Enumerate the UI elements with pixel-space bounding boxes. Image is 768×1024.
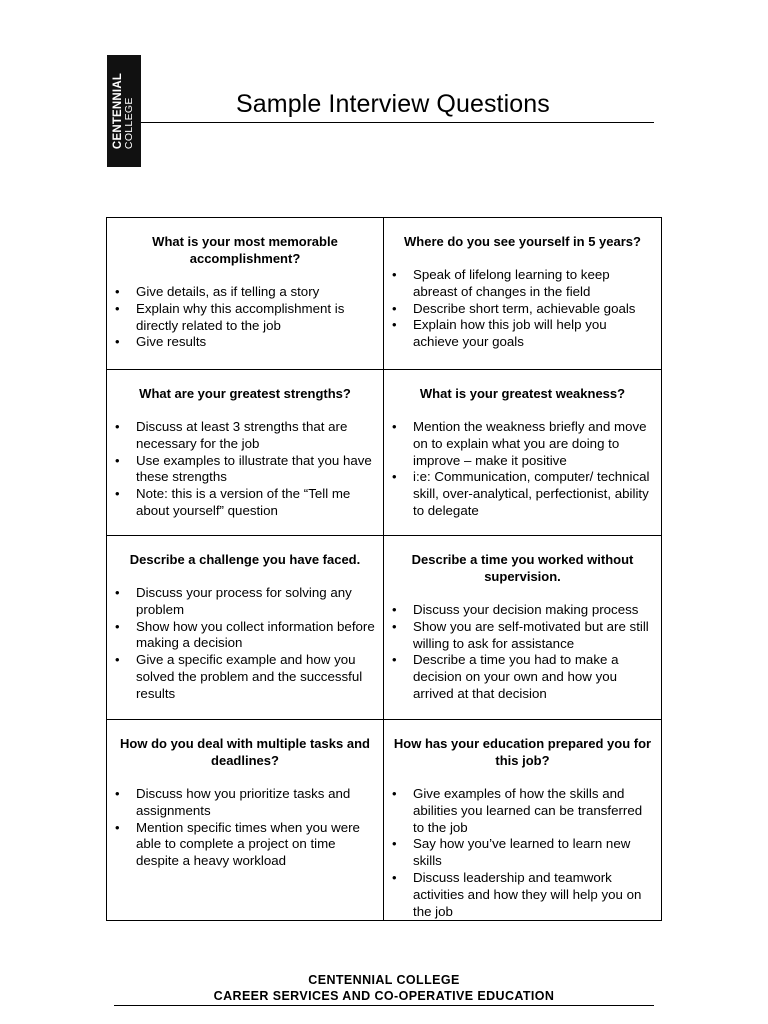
question-cell-education xyxy=(384,720,661,920)
footer-divider xyxy=(114,1005,654,1006)
tips-list xyxy=(392,267,653,351)
tip-item: • Discuss leadership and teamwork activities and how they will help you on the job xyxy=(392,870,653,920)
question-cell-strengths xyxy=(107,370,384,536)
tip-item: • Give a specific example and how you solved the problem and the successful results xyxy=(115,652,375,702)
tip-item: • Discuss at least 3 strengths that are necessary for the job xyxy=(115,419,375,453)
tip-item: • Explain why this accomplishment is directly related to the job xyxy=(115,301,375,335)
question-heading: What is your greatest weakness? xyxy=(419,386,626,401)
tip-item: • Discuss your decision making process xyxy=(392,602,653,619)
question-cell-five-years xyxy=(384,218,661,370)
question-heading: How do you deal with multiple tasks and deadlines? xyxy=(120,736,370,768)
tips-list xyxy=(115,284,375,351)
tip-item: • Speak of lifelong learning to keep abreast of changes in the field xyxy=(392,267,653,301)
questions-grid xyxy=(106,217,662,921)
tip-item: • Give details, as if telling a story xyxy=(115,284,375,301)
question-cell-accomplishment xyxy=(107,218,384,370)
title-divider xyxy=(141,122,654,123)
tips-list xyxy=(392,419,653,520)
question-cell-challenge xyxy=(107,536,384,720)
tip-item: • Mention specific times when you were able to complete a project on time despite a heavy workload xyxy=(115,820,375,870)
logo-line-1: CENTENNIAL xyxy=(112,72,124,150)
tip-item: • Show how you collect information before making a decision xyxy=(115,619,375,653)
tips-list xyxy=(115,786,375,870)
tip-item: • Describe short term, achievable goals xyxy=(392,301,653,318)
question-heading: Describe a challenge you have faced. xyxy=(129,552,361,567)
question-heading: How has your education prepared you for this job? xyxy=(393,736,652,768)
college-logo xyxy=(107,55,141,167)
tips-list xyxy=(392,786,653,920)
page-title: Sample Interview Questions xyxy=(236,90,550,118)
question-heading: Where do you see yourself in 5 years? xyxy=(404,234,641,249)
tip-item: • Give examples of how the skills and abilities you learned can be transferred to the job xyxy=(392,786,653,836)
tip-item: • Explain how this job will help you achieve your goals xyxy=(392,317,653,351)
tip-item: • Note: this is a version of the “Tell me about yourself” question xyxy=(115,486,375,520)
tips-list xyxy=(392,602,653,703)
footer-department: CAREER SERVICES AND CO-OPERATIVE EDUCATION xyxy=(213,989,555,1003)
question-cell-multiple-tasks xyxy=(107,720,384,920)
tips-list xyxy=(115,419,375,520)
tip-item: • Mention the weakness briefly and move on to explain what you are doing to improve – make it positive xyxy=(392,419,653,469)
question-cell-weakness xyxy=(384,370,661,536)
tip-item: • Show you are self-motivated but are still willing to ask for assistance xyxy=(392,619,653,653)
footer-college-name: CENTENNIAL COLLEGE xyxy=(308,973,460,987)
question-heading: Describe a time you worked without supervision. xyxy=(411,552,634,584)
tip-item: • Discuss your process for solving any problem xyxy=(115,585,375,619)
tip-item: • Discuss how you prioritize tasks and assignments xyxy=(115,786,375,820)
question-cell-no-supervision xyxy=(384,536,661,720)
question-heading: What are your greatest strengths? xyxy=(139,386,351,401)
question-heading: What is your most memorable accomplishment? xyxy=(152,234,338,266)
tip-item: • Say how you’ve learned to learn new skills xyxy=(392,836,653,870)
tip-item: • i:e: Communication, computer/ technical skill, over-analytical, perfectionist, ability to delegate xyxy=(392,469,653,519)
logo-line-2: COLLEGE xyxy=(123,97,135,150)
tips-list xyxy=(115,585,375,703)
tip-item: • Describe a time you had to make a decision on your own and how you arrived at that decision xyxy=(392,652,653,702)
tip-item: • Give results xyxy=(115,334,375,351)
tip-item: • Use examples to illustrate that you have these strengths xyxy=(115,453,375,487)
